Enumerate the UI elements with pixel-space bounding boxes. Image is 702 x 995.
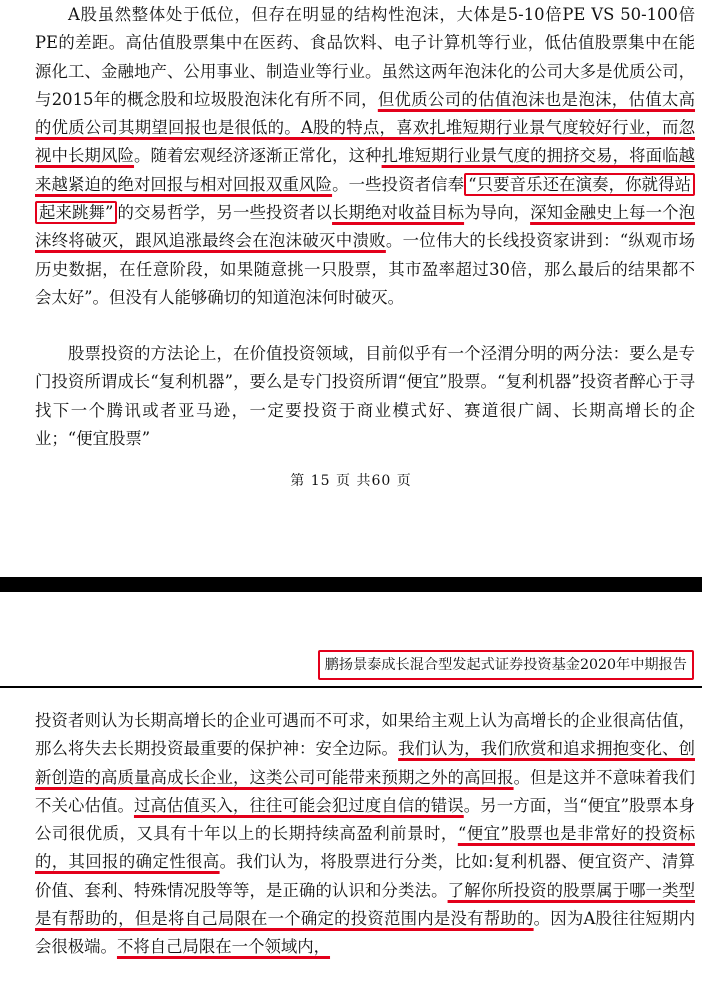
highlighted-text: 过高估值买入，往往可能会犯过度自信的错误 (133, 795, 464, 815)
highlighted-text: 扎堆短期行业景气度的拥挤交易，将面临越来越紧迫的绝对回报与相对回报双重风险 (35, 146, 696, 194)
text-run: 投资者则认为长期高增长的企业可遇而不可求，如果给主观上认为高增长的企业很高估值，那么将失去长期投资最重要的保护神：安全边际。 (35, 711, 695, 759)
text-run: 。一些投资者信奉 (332, 174, 465, 194)
header-rule (0, 686, 702, 688)
text-run: 为导向， (464, 203, 531, 223)
highlighted-text: 但优质公司的估值泡沫也是泡沫，估值太高的优质公司其期望回报也是很低的。A股的特点，喜欢扎堆短期行业景气度较好行业，而忽视中长期风险 (35, 89, 696, 166)
paragraph-structural-bubble (35, 1, 695, 312)
boxed-quote: “只要音乐还在演奏，你就得站起来跳舞” (35, 173, 695, 224)
text-run: 。因为A股往往短期内会很极端。 (35, 909, 696, 957)
highlighted-text: “便宜”股票也是非常好的投资标的，其回报的确定性很高 (35, 824, 695, 872)
highlighted-text: 长期绝对收益目标 (332, 203, 465, 223)
text-run: 。但是这并不意味着我们不关心估值。 (35, 767, 696, 815)
paragraph-investment-methodology (35, 340, 695, 453)
text-run: 。我们认为，将股票进行分类，比如:复利机器、便宜资产、清算价值、套利、特殊情况股等等，是正确的认识和分类法。 (35, 852, 695, 900)
page-number: 第 15 页 共60 页 (290, 473, 412, 489)
report-page-16 (0, 592, 702, 995)
text-run: 。一位伟大的长线投资家讲到：“纵观市场历史数据，在任意阶段，如果随意挑一只股票，其市盈率超过30倍，那么最后的结果都不会太好”。但没有人能够确切的知道泡沫何时破灭。 (35, 231, 695, 307)
text-run: A股虽然整体处于低位，但存在明显的结构性泡沫，大体是5-10倍PE VS 50-100倍PE的差距。高估值股票集中在医药、食品饮料、电子计算机等行业，低估值股票集中在能源化工、金融地产、公用事业、制造业等行业。虽然这两年泡沫化的公司大多是优质公司，与2015年的概念股和垃圾股泡沫化有所不同， (35, 5, 695, 109)
paragraph-growth-vs-value (35, 707, 695, 962)
page-separator (0, 577, 702, 592)
highlighted-text: 深知金融史上每一个泡沫终将破灭，跟风追涨最终会在泡沫破灭中溃败 (35, 203, 696, 251)
highlighted-text: 不将自己局限在一个领域内， (116, 937, 331, 957)
highlighted-text: 我们认为，我们欣赏和追求拥抱变化、创新创造的高质量高成长企业，这类公司可能带来预期之外的高回报 (35, 739, 695, 787)
text-run: 。随着宏观经济逐渐正常化，这种 (134, 146, 382, 166)
text-run: 的交易哲学，另一些投资者以 (117, 203, 333, 223)
report-header-title: 鹏扬景泰成长混合型发起式证券投资基金2020年中期报告 (318, 650, 694, 680)
highlighted-text: 了解你所投资的股票属于哪一类型是有帮助的，但是将自己局限在一个确定的投资范围内是没有帮助的 (35, 880, 696, 929)
text-run: 。另一方面，当“便宜”股票本身公司很优质，又具有十年以上的长期持续高盈利前景时， (35, 795, 696, 844)
text-run: 股票投资的方法论上，在价值投资领域，目前似乎有一个泾渭分明的两分法：要么是专门投资所谓成长“复利机器”，要么是专门投资所谓“便宜”股票。“复利机器”投资者醉心于寻找下一个腾讯或者亚马逊，一定要投资于商业模式好、赛道很广阔、长期高增长的企业；“便宜股票” (35, 344, 695, 448)
